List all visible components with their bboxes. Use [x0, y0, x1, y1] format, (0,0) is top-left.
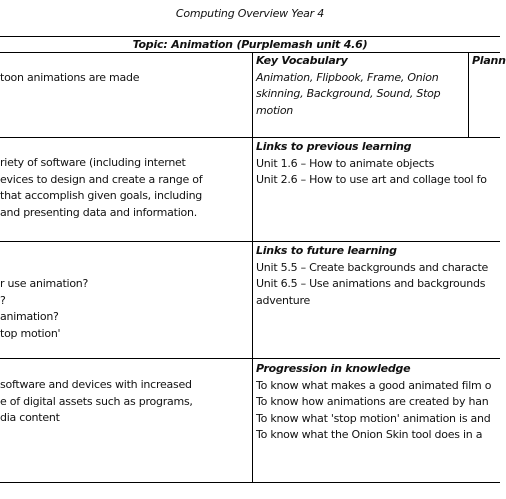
- text-line: and presenting data and information.: [0, 205, 197, 219]
- row-4-right-cell: [256, 361, 491, 444]
- text-line: software and devices with increased: [0, 378, 192, 391]
- text-line: Unit 6.5 – Use animations and backgrounds: [256, 277, 486, 290]
- table-border-top: [0, 36, 500, 37]
- text-line: Unit 5.5 – Create backgrounds and characte: [256, 260, 489, 274]
- text-line: motion: [256, 103, 294, 117]
- column-divider: [252, 52, 253, 483]
- topic-heading: Topic: Animation (Purplemash unit 4.6): [132, 38, 368, 51]
- text-line: dia content: [0, 411, 60, 424]
- row-1-left-text: [0, 70, 139, 87]
- row-divider-1: [0, 137, 500, 138]
- table-border-bottom: [0, 482, 500, 483]
- text-line: evices to design and create a range of: [0, 172, 203, 186]
- row-divider-2: [0, 241, 500, 242]
- text-line: skinning, Background, Sound, Stop: [256, 87, 441, 100]
- future-learning-heading: Links to future learning: [256, 244, 397, 257]
- document-title: Computing Overview Year 4: [175, 7, 325, 20]
- key-vocabulary-heading: Key Vocabulary: [256, 54, 348, 67]
- previous-learning-heading: Links to previous learning: [256, 140, 412, 153]
- text-line: adventure: [256, 293, 311, 307]
- planning-column-divider: [468, 52, 469, 138]
- text-line: To know how animations are created by han: [256, 395, 489, 408]
- text-line: ?: [0, 293, 6, 307]
- row-3-right-cell: [256, 243, 488, 309]
- text-line: To know what the Onion Skin tool does in a: [256, 428, 483, 441]
- text-line: To know what 'stop motion' animation is and: [256, 411, 491, 425]
- row-3-left-text: [0, 276, 88, 342]
- row-4-left-text: [0, 377, 193, 427]
- text-line: top motion': [0, 326, 61, 340]
- progression-heading: Progression in knowledge: [256, 362, 411, 375]
- text-line: animation?: [0, 310, 59, 323]
- text-line: toon animations are made: [0, 71, 140, 84]
- text-line: r use animation?: [0, 277, 89, 290]
- text-line: riety of software (including internet: [0, 156, 186, 169]
- text-line: e of digital assets such as programs,: [0, 394, 193, 408]
- text-line: Unit 2.6 – How to use art and collage tool fo: [256, 173, 487, 186]
- row-2-left-text: [0, 155, 202, 221]
- row-2-right-cell: [256, 139, 487, 189]
- row-divider-3: [0, 358, 500, 359]
- row-1-right-cell: [256, 53, 440, 119]
- text-line: that accomplish given goals, including: [0, 189, 203, 202]
- text-line: To know what makes a good animated film o: [256, 378, 492, 392]
- planning-heading: Plann: [472, 54, 506, 67]
- text-line: Animation, Flipbook, Frame, Onion: [256, 70, 439, 84]
- text-line: Unit 1.6 – How to animate objects: [256, 156, 435, 170]
